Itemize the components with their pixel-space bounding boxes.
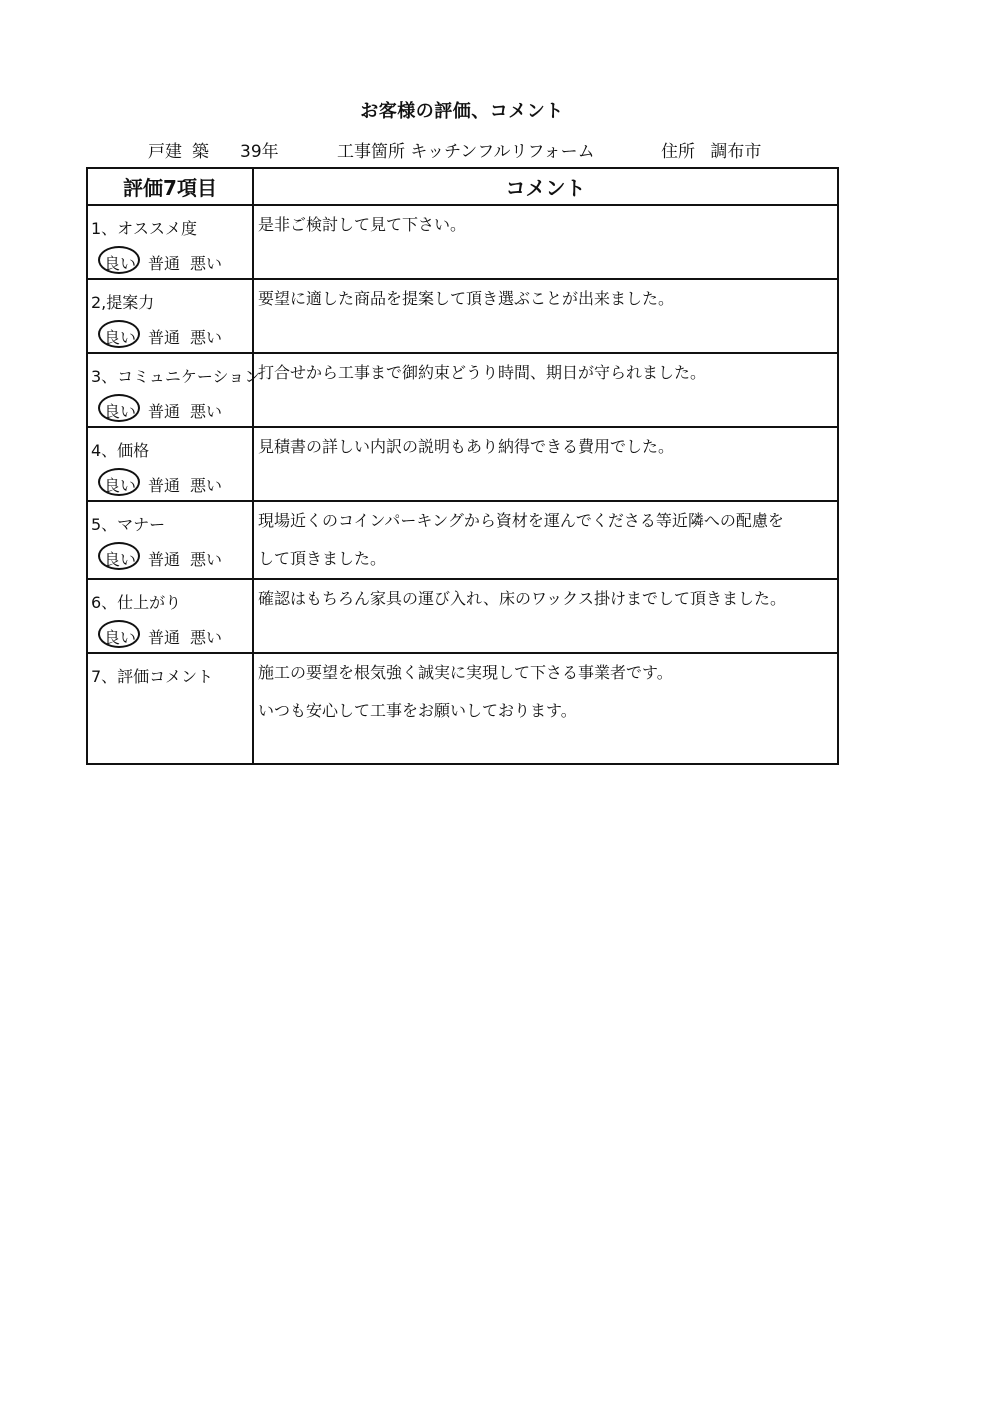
item-cell [87, 501, 253, 579]
rating-good [102, 399, 138, 422]
work-location [337, 137, 595, 162]
comment-line: 見積書の詳しい内訳の説明もあり納得できる費用でした。 [258, 437, 675, 456]
comment-line: 確認はもちろん家具の運び入れ、床のワックス掛けまでして頂きました。 [258, 589, 787, 608]
building-age: 39年 [240, 142, 279, 162]
rating-normal: 普通 [148, 476, 181, 495]
rating-normal: 普通 [148, 402, 181, 421]
rating-bad: 悪い [190, 476, 223, 495]
rating-good-label: 良い [104, 328, 137, 347]
rating-good-label: 良い [104, 550, 137, 569]
comment-text [258, 206, 837, 244]
comment-cell [253, 653, 838, 764]
table-row [87, 653, 838, 764]
comment-text [258, 502, 837, 578]
comment-text [258, 354, 837, 392]
address-label: 住所 [661, 142, 695, 162]
rating-good [102, 547, 138, 570]
item-label: 7、評価コメント [91, 667, 214, 686]
comment-cell [253, 279, 838, 353]
table-header-row [87, 168, 838, 205]
selected-circle-mark [98, 542, 140, 570]
item-label: 1、オススメ度 [91, 219, 198, 238]
rating-options [102, 325, 252, 348]
selected-circle-mark [98, 320, 140, 348]
item-label: 4、価格 [91, 441, 150, 460]
address [661, 137, 761, 162]
evaluation-table [86, 167, 839, 765]
page-title: お客様の評価、コメント [360, 101, 564, 122]
rating-options [102, 625, 252, 648]
table-row [87, 427, 838, 501]
selected-circle-mark [98, 394, 140, 422]
table-row [87, 205, 838, 279]
work-label: 工事箇所 [337, 142, 405, 162]
evaluation-rows [87, 205, 838, 764]
comment-line: 打合せから工事まで御約束どうり時間、期日が守られました。 [258, 363, 707, 382]
selected-circle-mark [98, 246, 140, 274]
comment-text [258, 280, 837, 318]
comment-line: して頂きました。 [258, 549, 387, 568]
item-cell [87, 279, 253, 353]
item-cell [87, 579, 253, 653]
comment-line: 是非ご検討して見て下さい。 [258, 215, 467, 234]
item-cell [87, 205, 253, 279]
item-cell [87, 427, 253, 501]
rating-options [102, 473, 252, 496]
rating-options [102, 251, 252, 274]
rating-normal: 普通 [148, 254, 181, 273]
comment-cell [253, 501, 838, 579]
address-value: 調布市 [710, 142, 762, 162]
rating-good [102, 625, 138, 648]
table-row [87, 279, 838, 353]
comment-text [258, 428, 837, 466]
item-label: 3、コミュニケーション [91, 367, 261, 386]
comment-text [258, 654, 837, 730]
rating-options [102, 399, 252, 422]
item-label: 6、仕上がり [91, 593, 182, 612]
building-type: 戸建 [148, 142, 182, 162]
rating-good-label: 良い [104, 628, 137, 647]
rating-good [102, 473, 138, 496]
rating-options [102, 547, 252, 570]
item-label: 5、マナー [91, 515, 166, 534]
comment-cell [253, 427, 838, 501]
header-items: 評価7項目 [87, 168, 253, 205]
rating-bad: 悪い [190, 254, 223, 273]
building-info [148, 137, 209, 162]
rating-good-label: 良い [104, 254, 137, 273]
rating-bad: 悪い [190, 550, 223, 569]
item-label: 2,提案力 [91, 293, 155, 312]
rating-bad: 悪い [190, 402, 223, 421]
selected-circle-mark [98, 620, 140, 648]
rating-normal: 普通 [148, 328, 181, 347]
comment-line: 施工の要望を根気強く誠実に実現して下さる事業者です。 [258, 663, 673, 682]
comment-text [258, 580, 837, 618]
rating-bad: 悪い [190, 628, 223, 647]
table-row [87, 501, 838, 579]
comment-line: いつも安心して工事をお願いしております。 [258, 701, 577, 720]
comment-line: 現場近くのコインパーキングから資材を運んでくださる等近隣への配慮を [258, 511, 784, 530]
comment-cell [253, 205, 838, 279]
rating-bad: 悪い [190, 328, 223, 347]
item-cell [87, 353, 261, 427]
table-row [87, 579, 838, 653]
rating-good [102, 325, 138, 348]
age-label: 築 [192, 142, 209, 162]
table-row [87, 353, 838, 427]
header-comment: コメント [253, 168, 838, 205]
work-value: キッチンフルリフォーム [410, 142, 595, 162]
selected-circle-mark [98, 468, 140, 496]
rating-good-label: 良い [104, 402, 137, 421]
rating-normal: 普通 [148, 550, 181, 569]
comment-cell [253, 353, 838, 427]
comment-line: 要望に適した商品を提案して頂き選ぶことが出来ました。 [258, 289, 675, 308]
comment-cell [253, 579, 838, 653]
rating-normal: 普通 [148, 628, 181, 647]
rating-good [102, 251, 138, 274]
rating-good-label: 良い [104, 476, 137, 495]
item-cell [87, 653, 253, 764]
